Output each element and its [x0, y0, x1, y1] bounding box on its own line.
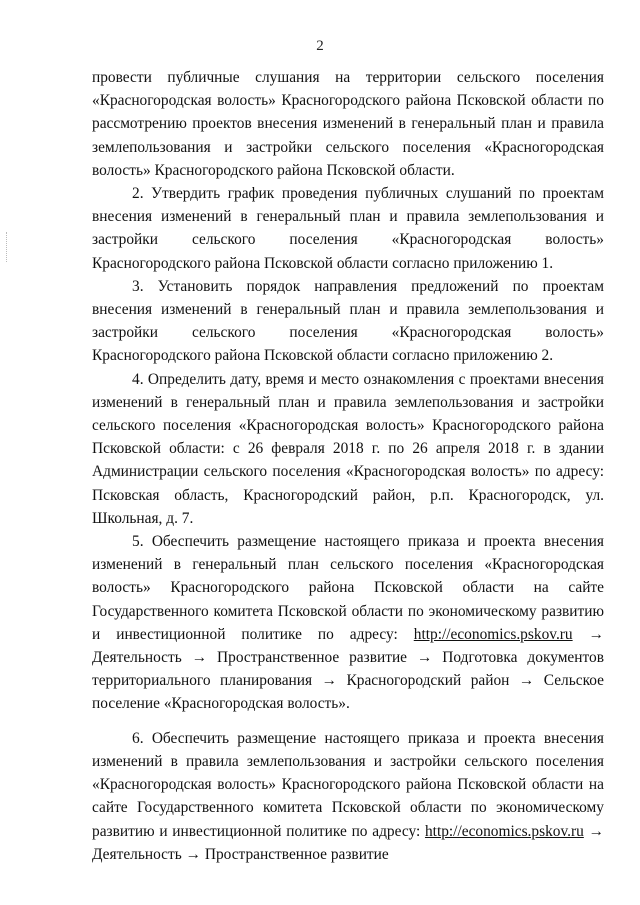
economics-link[interactable]: http://economics.pskov.ru	[424, 822, 584, 840]
paragraph-item-6-text: 6. Обеспечить размещение настоящего приказа и проекта внесения изменений в правила землепользования и застройки сельского поселения «Красногородская волость» Красногородского района Псковской области на сайте Государственного комитета Псковской области по экономическому развитию и инвестиционной политике по адресу:	[92, 729, 604, 840]
scan-margin-mark	[6, 232, 9, 262]
page-number: 2	[316, 38, 324, 54]
paragraph-item-2: 2. Утвердить график проведения публичных слушаний по проектам внесения изменений в генеральный план и правила землепользования и застройки сельского поселения «Красногородская волость» Красногородского района Псковской области согласно приложению 1.	[92, 185, 604, 272]
paragraph-item-3: 3. Установить порядок направления предложений по проектам внесения изменений в генеральный план и правила землепользования и застройки сельского поселения «Красногородская волость» Красногородского района Псковской области согласно приложению 2.	[92, 277, 604, 365]
paragraph-continuation: провести публичные слушания на территории сельского поселения «Красногородская волость» Красногородского района Псковской области по рассмотрению проектов внесения изменений в генеральный план и правила землепользования и застройки сельского поселения «Красногородская волость» Красногородского района Псковской области.	[92, 69, 604, 179]
paragraph-item-5-path: → Деятельность → Пространственное развитие → Подготовка документов территориального планирования → Красногородский район → Сельское поселение «Красногородская волость».	[92, 625, 604, 713]
economics-link[interactable]: http://economics.pskov.ru	[413, 625, 573, 643]
paragraph-item-6	[92, 727, 604, 866]
paragraph-item-4: 4. Определить дату, время и место ознакомления с проектами внесения изменений в генеральный план и правила землепользования и застройки сельского поселения «Красногородская волость» Красногородского района Псковской области: с 26 февраля 2018 г. по 26 апреля 2018 г. в здании Администрации сельского поселения «Красногородская волость» по адресу: Псковская область, Красногородский район, р.п. Красногородск, ул. Школьная, д. 7.	[92, 370, 604, 527]
document-body	[92, 66, 604, 866]
paragraph-item-5-text: 5. Обеспечить размещение настоящего приказа и проекта внесения изменений в генеральный план сельского поселения «Красногородская волость» Красногородского района Псковской области на сайте Государственного комитета Псковской области по экономическому развитию и инвестиционной политике по адресу:	[92, 533, 604, 643]
paragraph-item-6-path: → Деятельность → Пространственное развитие	[92, 822, 604, 863]
paragraph-item-5	[92, 530, 604, 716]
